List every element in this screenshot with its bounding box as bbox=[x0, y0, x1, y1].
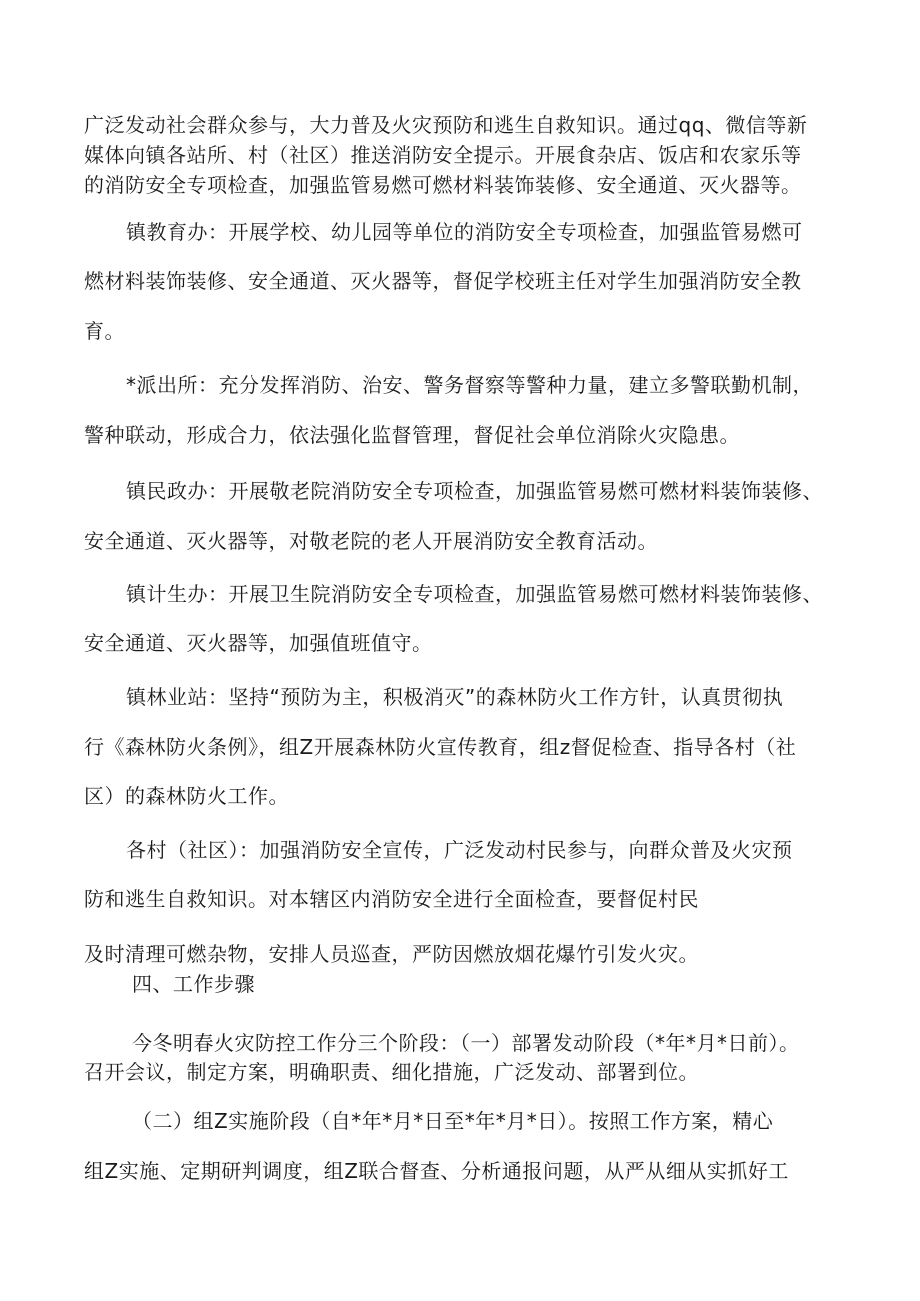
text-line: （二）组Z实施阶段（自*年*月*日至*年*月*日）。按照工作方案，精心 bbox=[132, 1109, 774, 1133]
text-line: 及时清理可燃杂物，安排人员巡查，严防因燃放烟花爆竹引发火灾。 bbox=[84, 942, 699, 966]
text-line: 召开会议，制定方案，明确职责、细化措施，广泛发动、部署到位。 bbox=[84, 1060, 699, 1084]
text-line: 防和逃生自救知识。对本辖区内消防安全进行全面检查，要督促村民 bbox=[84, 887, 699, 911]
text-line: 镇计生办：开展卫生院消防安全专项检查，加强监管易燃可燃材料装饰装修、 bbox=[126, 582, 823, 606]
text-line: 镇教育办：开展学校、幼儿园等单位的消防安全专项检查，加强监管易燃可 bbox=[126, 220, 803, 244]
text-line: 警种联动，形成合力，依法强化监督管理，督促社会单位消除火灾隐患。 bbox=[84, 423, 740, 447]
text-line: *派出所：充分发挥消防、治安、警务督察等警种力量，建立多警联勤机制， bbox=[126, 373, 813, 397]
text-line: 镇民政办：开展敬老院消防安全专项检查，加强监管易燃可燃材料装饰装修、 bbox=[126, 479, 823, 503]
text-line: 今冬明春火灾防控工作分三个阶段：（一）部署发动阶段（*年*月*日前）。 bbox=[132, 1031, 800, 1055]
text-line: 安全通道、灭火器等，加强值班值守。 bbox=[84, 631, 433, 655]
text-line: 的消防安全专项检查，加强监管易燃可燃材料装饰装修、安全通道、灭火器等。 bbox=[84, 173, 802, 197]
text-line: 各村（社区）：加强消防安全宣传，广泛发动村民参与，向群众普及火灾预 bbox=[126, 838, 793, 862]
text-line: 组Z实施、定期研判调度，组Z联合督查、分析通报问题，从严从细从实抓好工 bbox=[84, 1159, 789, 1183]
text-line: 行《森林防火条例》，组Z开展森林防火宣传教育，组z督促检查、指导各村（社 bbox=[84, 735, 797, 759]
text-line: 安全通道、灭火器等，对敬老院的老人开展消防安全教育活动。 bbox=[84, 529, 658, 553]
text-line: 燃材料装饰装修、安全通道、灭火器等，督促学校班主任对学生加强消防安全教 bbox=[84, 269, 802, 293]
text-line: 广泛发动社会群众参与，大力普及火灾预防和逃生自救知识。通过qq、微信等新 bbox=[84, 113, 808, 137]
text-line: 区）的森林防火工作。 bbox=[84, 784, 289, 808]
text-line: 媒体向镇各站所、村（社区）推送消防安全提示。开展食杂店、饭店和农家乐等 bbox=[84, 143, 802, 167]
text-line: 镇林业站：坚持“预防为主，积极消灭”的森林防火工作方针，认真贯彻执 bbox=[126, 685, 784, 709]
text-line: 育。 bbox=[84, 319, 125, 343]
section-heading: 四、工作步骤 bbox=[132, 972, 255, 996]
